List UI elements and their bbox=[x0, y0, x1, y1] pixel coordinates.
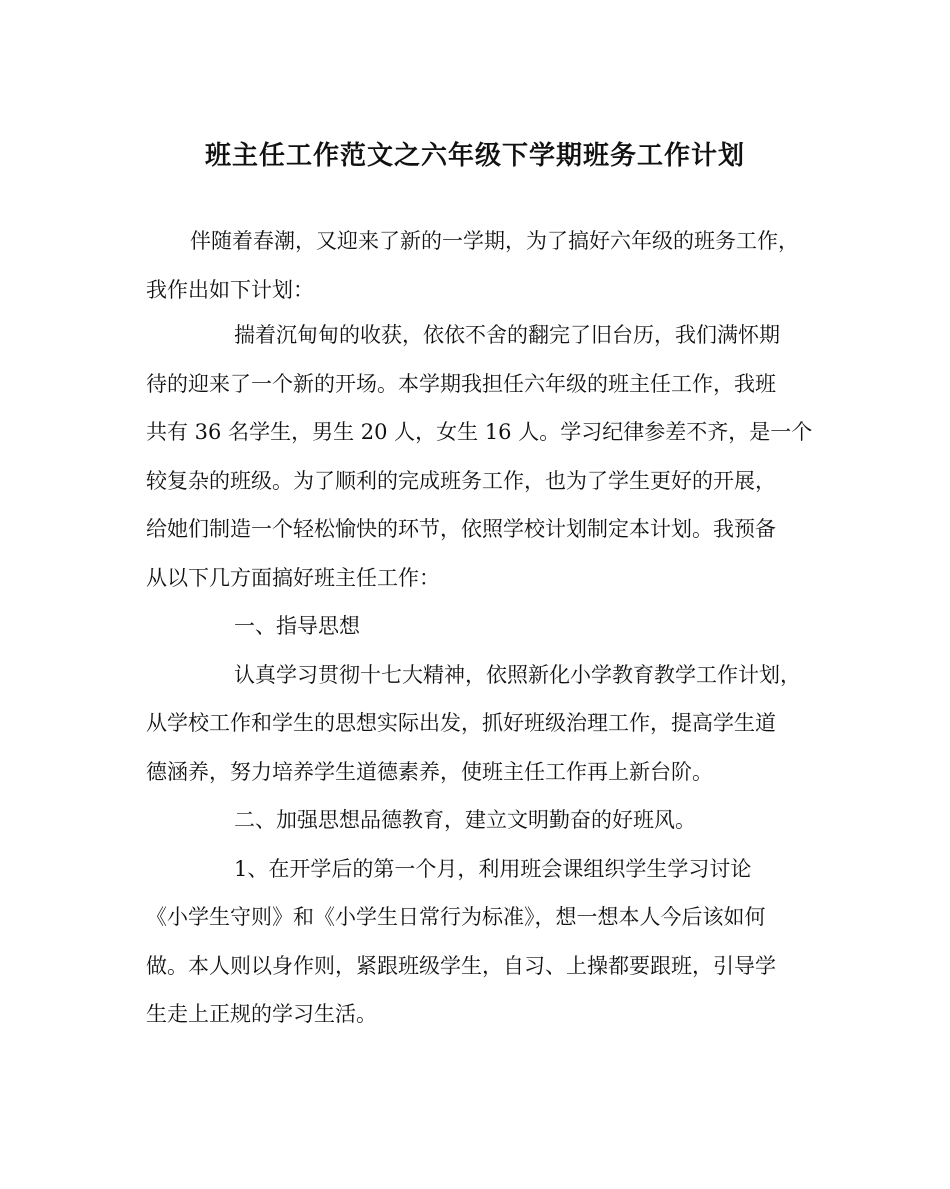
text-line: 待的迎来了一个新的开场。本学期我担任六年级的班主任工作，我班 bbox=[146, 371, 776, 396]
text-line: 生走上正规的学习生活。 bbox=[146, 1002, 377, 1026]
text-line: 做。本人则以身作则，紧跟班级学生，自习、上操都要跟班，引导学 bbox=[146, 953, 776, 978]
text-line: 从学校工作和学生的思想实际出发，抓好班级治理工作，提高学生道 bbox=[146, 711, 776, 735]
body-paragraphs bbox=[146, 311, 813, 1039]
section-heading: 一、指导思想 bbox=[234, 614, 360, 638]
text-line: 我作出如下计划： bbox=[146, 277, 314, 302]
text-line: 认真学习贯彻十七大精神，依照新化小学教育教学工作计划， bbox=[234, 662, 801, 687]
text-line: 共有 36 名学生，男生 20 人，女生 16 人。学习纪律参差不齐，是一个 bbox=[146, 420, 813, 444]
text-line: 《小学生守则》和《小学生日常行为标准》，想一想本人今后该如何 bbox=[146, 905, 766, 929]
text-line: 德涵养，努力培养学生道德素养，使班主任工作再上新台阶。 bbox=[146, 759, 713, 784]
text-line: 伴随着春潮，又迎来了新的一学期，为了搞好六年级的班务工作， bbox=[190, 229, 799, 253]
text-line: 给她们制造一个轻松愉快的环节，依照学校计划制定本计划。我预备 bbox=[146, 517, 776, 541]
intro-paragraph bbox=[146, 217, 806, 314]
document-title: 班主任工作范文之六年级下学期班务工作计划 bbox=[204, 141, 745, 171]
text-line: 从以下几方面搞好班主任工作： bbox=[146, 565, 440, 590]
text-line: 1、在开学后的第一个月，利用班会课组织学生学习讨论 bbox=[234, 856, 752, 881]
text-line: 揣着沉甸甸的收获，依依不舍的翻完了旧台历，我们满怀期 bbox=[234, 323, 780, 347]
text-line: 较复杂的班级。为了顺利的完成班务工作，也为了学生更好的开展， bbox=[146, 468, 776, 493]
section-heading: 二、加强思想品德教育，建立文明勤奋的好班风。 bbox=[234, 808, 696, 832]
